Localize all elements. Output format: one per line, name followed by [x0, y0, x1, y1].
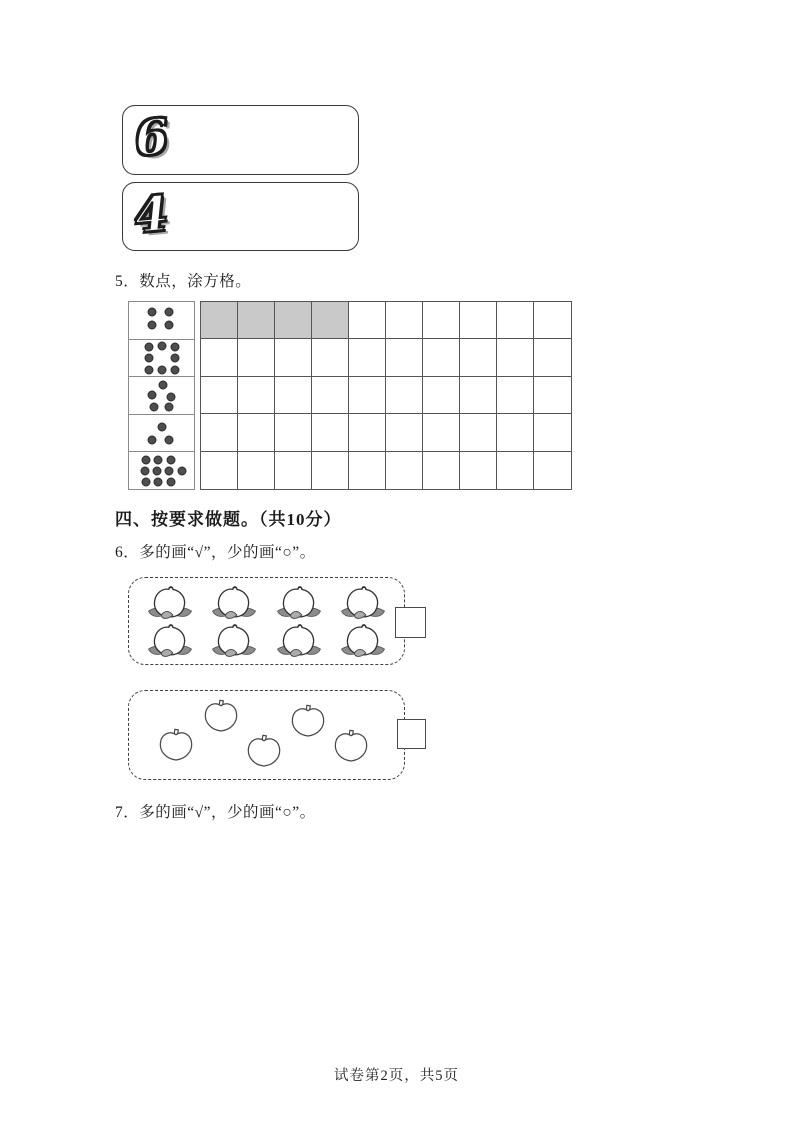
- grid-cell[interactable]: [201, 339, 238, 376]
- peach-area: [129, 578, 404, 664]
- grid-cell[interactable]: [386, 339, 423, 376]
- dot: [140, 466, 149, 475]
- apple-group-box: [128, 690, 405, 780]
- dot-count-card: [128, 301, 195, 490]
- grid-cell[interactable]: [460, 414, 497, 451]
- grid-cell[interactable]: [238, 377, 275, 414]
- dot: [165, 321, 174, 330]
- answer-square-apples[interactable]: [397, 719, 426, 749]
- grid-cell[interactable]: [460, 377, 497, 414]
- apple-icon: [331, 728, 371, 764]
- peach-icon: [270, 621, 328, 659]
- grid-cell[interactable]: [238, 339, 275, 376]
- dot: [170, 365, 179, 374]
- dot: [165, 308, 174, 317]
- dot: [158, 380, 167, 389]
- grid-cell[interactable]: [201, 452, 238, 489]
- peach-group-box: [128, 577, 405, 665]
- grid-cell[interactable]: [275, 377, 312, 414]
- grid-cell[interactable]: [201, 377, 238, 414]
- apple-icon: [156, 727, 196, 763]
- question-5-label: 5．数点，涂方格。: [115, 273, 252, 290]
- dot: [157, 342, 166, 351]
- grid-cell[interactable]: [534, 452, 571, 489]
- peach-icon: [334, 621, 392, 659]
- dot: [166, 392, 175, 401]
- dot-cell-count-8: [129, 340, 194, 378]
- dot: [144, 365, 153, 374]
- dot: [148, 308, 157, 317]
- dot: [157, 366, 166, 375]
- grid-cell[interactable]: [534, 339, 571, 376]
- grid-cell[interactable]: [423, 302, 460, 339]
- grid-cell[interactable]: [423, 377, 460, 414]
- grid-cell[interactable]: [386, 452, 423, 489]
- page-footer: 试卷第2页，共5页: [334, 1068, 459, 1084]
- grid-cell[interactable]: [460, 302, 497, 339]
- grid-cell[interactable]: [275, 339, 312, 376]
- dot: [178, 467, 187, 476]
- grid-cell[interactable]: [497, 302, 534, 339]
- grid-cell[interactable]: [497, 377, 534, 414]
- grid-cell[interactable]: [349, 377, 386, 414]
- grid-cell[interactable]: [386, 377, 423, 414]
- dot: [154, 455, 163, 464]
- grid-cell-shaded[interactable]: [201, 302, 238, 339]
- dot: [148, 390, 157, 399]
- dot: [170, 342, 179, 351]
- grid-cell[interactable]: [349, 452, 386, 489]
- grid-cell-shaded[interactable]: [275, 302, 312, 339]
- dot-cell-count-4: [129, 302, 194, 340]
- dot-cell-count-5: [129, 377, 194, 415]
- grid-cell[interactable]: [497, 339, 534, 376]
- grid-cell[interactable]: [238, 452, 275, 489]
- dot: [141, 478, 150, 487]
- grid-cell[interactable]: [312, 339, 349, 376]
- dot: [165, 466, 174, 475]
- grid-cell[interactable]: [534, 377, 571, 414]
- question-6-label: 6．多的画“√”，少的画“○”。: [115, 544, 316, 561]
- grid-cell[interactable]: [201, 414, 238, 451]
- dot-cell-count-10: [129, 452, 194, 489]
- grid-cell[interactable]: [460, 339, 497, 376]
- peach-icon: [205, 583, 263, 621]
- peach-icon: [334, 583, 392, 621]
- peach-icon: [141, 583, 199, 621]
- grid-cell[interactable]: [312, 377, 349, 414]
- number-answer-box-1[interactable]: [122, 105, 359, 175]
- grid-cell[interactable]: [312, 414, 349, 451]
- grid-cell[interactable]: [497, 414, 534, 451]
- dot-cell-count-3: [129, 415, 194, 453]
- dot: [157, 423, 166, 432]
- dot: [144, 353, 153, 362]
- peach-icon: [141, 621, 199, 659]
- grid-cell[interactable]: [275, 452, 312, 489]
- grid-cell[interactable]: [423, 452, 460, 489]
- grid-cell[interactable]: [534, 302, 571, 339]
- grid-cell-shaded[interactable]: [312, 302, 349, 339]
- grid-cell[interactable]: [386, 414, 423, 451]
- grid-cell[interactable]: [312, 452, 349, 489]
- grid-cell-shaded[interactable]: [238, 302, 275, 339]
- peach-icon: [205, 621, 263, 659]
- grid-cell[interactable]: [349, 414, 386, 451]
- dot: [154, 478, 163, 487]
- grid-cell[interactable]: [349, 302, 386, 339]
- dot: [149, 403, 158, 412]
- bubble-digit-4: 4: [132, 185, 171, 245]
- grid-cell[interactable]: [386, 302, 423, 339]
- dot: [170, 353, 179, 362]
- dot: [152, 466, 161, 475]
- dot: [148, 321, 157, 330]
- bubble-digit-6: 6: [132, 108, 171, 168]
- dot: [141, 455, 150, 464]
- answer-square-peaches[interactable]: [395, 607, 426, 638]
- grid-cell[interactable]: [275, 414, 312, 451]
- dot: [148, 436, 157, 445]
- dot: [165, 436, 174, 445]
- section-4-title: 四、按要求做题。（共10分）: [115, 510, 342, 529]
- grid-cell[interactable]: [423, 339, 460, 376]
- grid-cell[interactable]: [349, 339, 386, 376]
- grid-cell[interactable]: [423, 414, 460, 451]
- fill-grid: [200, 301, 572, 490]
- dot: [165, 403, 174, 412]
- apple-icon: [201, 698, 241, 734]
- dot: [166, 455, 175, 464]
- apple-icon: [288, 703, 328, 739]
- number-answer-box-2[interactable]: [122, 182, 359, 251]
- apple-icon: [244, 733, 284, 769]
- grid-cell[interactable]: [534, 414, 571, 451]
- dot: [166, 478, 175, 487]
- grid-cell[interactable]: [238, 414, 275, 451]
- dot: [144, 342, 153, 351]
- grid-cell[interactable]: [460, 452, 497, 489]
- grid-cell[interactable]: [497, 452, 534, 489]
- question-7-label: 7．多的画“√”，少的画“○”。: [115, 804, 316, 821]
- peach-icon: [270, 583, 328, 621]
